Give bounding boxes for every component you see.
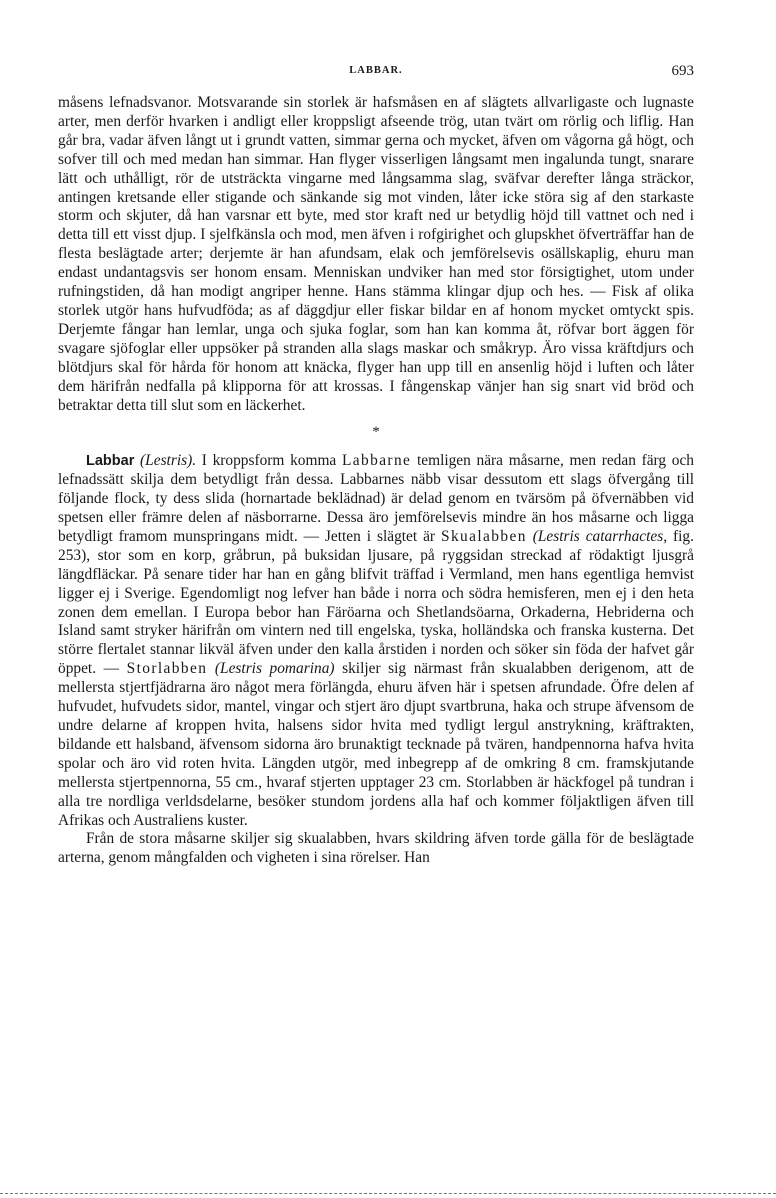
paragraph-hafsmasen-continued: måsens lefnadsvanor. Motsvarande sin storlek är hafsmåsen en af slägtets allvarligaste och lugnaste arter, men derför hvarken i andligt eller kroppsligt afseende trög, utan tvärt om rörlig och liflig. Han går bra, vadar äfven långt ut i grundt vatten, simmar gerna och mycket, äfven om vågorna gå högt, och sofver till och med medan han simmar. Han flyger visserligen långsamt men ingalunda tungt, snarare lätt och uthålligt, rör de utsträckta vingarne med långsamma slag, sväfvar derefter långa sträckor, antingen kretsande eller stigande och sänkande sig mot vinden, låter icke störa sig af den starkaste storm och skjuter, då han varsnar ett byte, med stor kraft ned ur betydlig höjd till vattnet och ned i detta till ett visst djup. I sjelfkänsla och mod, men äfven i rofgirighet och glupskhet öfverträffar han de flesta beslägtade arter; derjemte är han afundsam, elak och jemförelsevis osällskaplig, ehuru man endast undantagsvis ser honom ensam. Menniskan undviker han med stor försigtighet, utom under rufningstiden, då han modigt angriper henne. Hans stämma klingar djup och hes. — Fisk af olika storlek utgör hans hufvudföda; as af däggdjur eller fiskar bildar en af honom mycket omtyckt spis. Derjemte fångar han lemlar, unga och sjuka foglar, som han kan komma åt, röfvar bort äggen för svagare sjöfoglar eller uppsöker på stranden alla slags maskar och småkryp. Äro vissa kräftdjurs och blötdjurs skal för hårda för honom att knäcka, flyger han upp till en ansenlig höjd i luften och låter dem härifrån nedfalla på klipporna för att krossas. I fångenskap vänjer han sig snart vid bröd och betraktar detta till slut som en läckerhet. (58, 94, 694, 414)
entry-title: Labbar (86, 453, 135, 470)
paragraph-labbar-entry (58, 452, 694, 830)
body-text (58, 94, 694, 868)
section-separator: * (372, 424, 380, 441)
paragraph-skualabben-behaviour: Från de stora måsarne skiljer sig skualabben, hvars skildring äfven torde gälla för de beslägtade arterna, genom mångfalden och vigheten i sina rörelser. Han (58, 830, 694, 867)
term-labbarne: Labbarne (341, 452, 412, 470)
term-skualabben: Skualabben (440, 527, 527, 545)
page-header (58, 63, 694, 83)
entry-text-a: I kroppsform komma (201, 452, 337, 470)
term-storlabben: Storlabben (126, 660, 208, 678)
page-number: 693 (671, 63, 694, 79)
entry-text-c: stor som en korp, gråbrun, på buksidan ljusare, på ryggsidan streckad af rödaktigt ljusgrå längdfläckar. På senare tider har han en gång blifvit träffad i Vermland, men hans egentliga hemvist ligger ej i Sverige. Egendomligt nog lefver han både i norra och södra hemisferen, men ej i den heta zonen dem emellan. I Europa bebor han Färöarna och Shetlandsöarna, Orkaderna, Hebriderna och Island samt stryker härifrån om vintern ned till engelska, tyska, holländska och franska kusterna. Det större flertalet stannar likväl äfven under den kalla årstiden i norden och söker sin föda der hafvet går öppet. — (58, 546, 694, 678)
entry-text-b: temligen nära måsarne, men redan färg och lefnadssätt skilja dem betydligt från dessa. Labbarnes näbb visar dessutom ett slags öfvergång till följande flock, ty dess slida (hornartade beklädnad) är delad genom en tvärsöm på öfvernäbben vid spetsen eller främre delen af näsborrarne. Dessa äro jemförelsevis mindre än hos måsarne och ligga betydligt framom munspringans midt. — Jetten i slägtet är (58, 452, 694, 545)
figure-reference: fig. 253), (58, 527, 694, 564)
entry-latin-genus: (Lestris). (140, 452, 197, 470)
entry-text-d: skiljer sig närmast från skualabben derigenom, att de mellersta stjertfjädrarna äro något mera förlängda, ehuru äfven här i spetsen afrundade. Öfre delen af hufvudet, hufvudets sidor, mantel, vingar och stjert äro djupt svartbruna, haka och strupe äfvensom de undre delarne af kroppen hvita, halsens sidor hvita med tydligt lergul anstrykning, kräftrakten, bildande ett halsband, äfvensom sidorna äro brunaktigt tecknade på tvären, handpennorna hafva hvita spolar och äro vid roten hvita. Längden utgör, med inbegrepp af de omkring 8 cm. framskjutande mellersta stjertpennorna, 55 cm., hvaraf stjerten upptager 23 cm. Storlabben är häckfogel på tundran i alla tre nordliga verldsdelarne, besöker stundom jordens alla haf och kommer följaktligen äfven till Afrikas och Australiens kuster. (58, 660, 694, 829)
running-head: LABBAR. (349, 65, 403, 76)
footer-rule (0, 1193, 776, 1194)
storlabben-latin: (Lestris pomarina) (214, 660, 335, 678)
skualabben-latin: (Lestris catarrhactes, (532, 527, 668, 545)
